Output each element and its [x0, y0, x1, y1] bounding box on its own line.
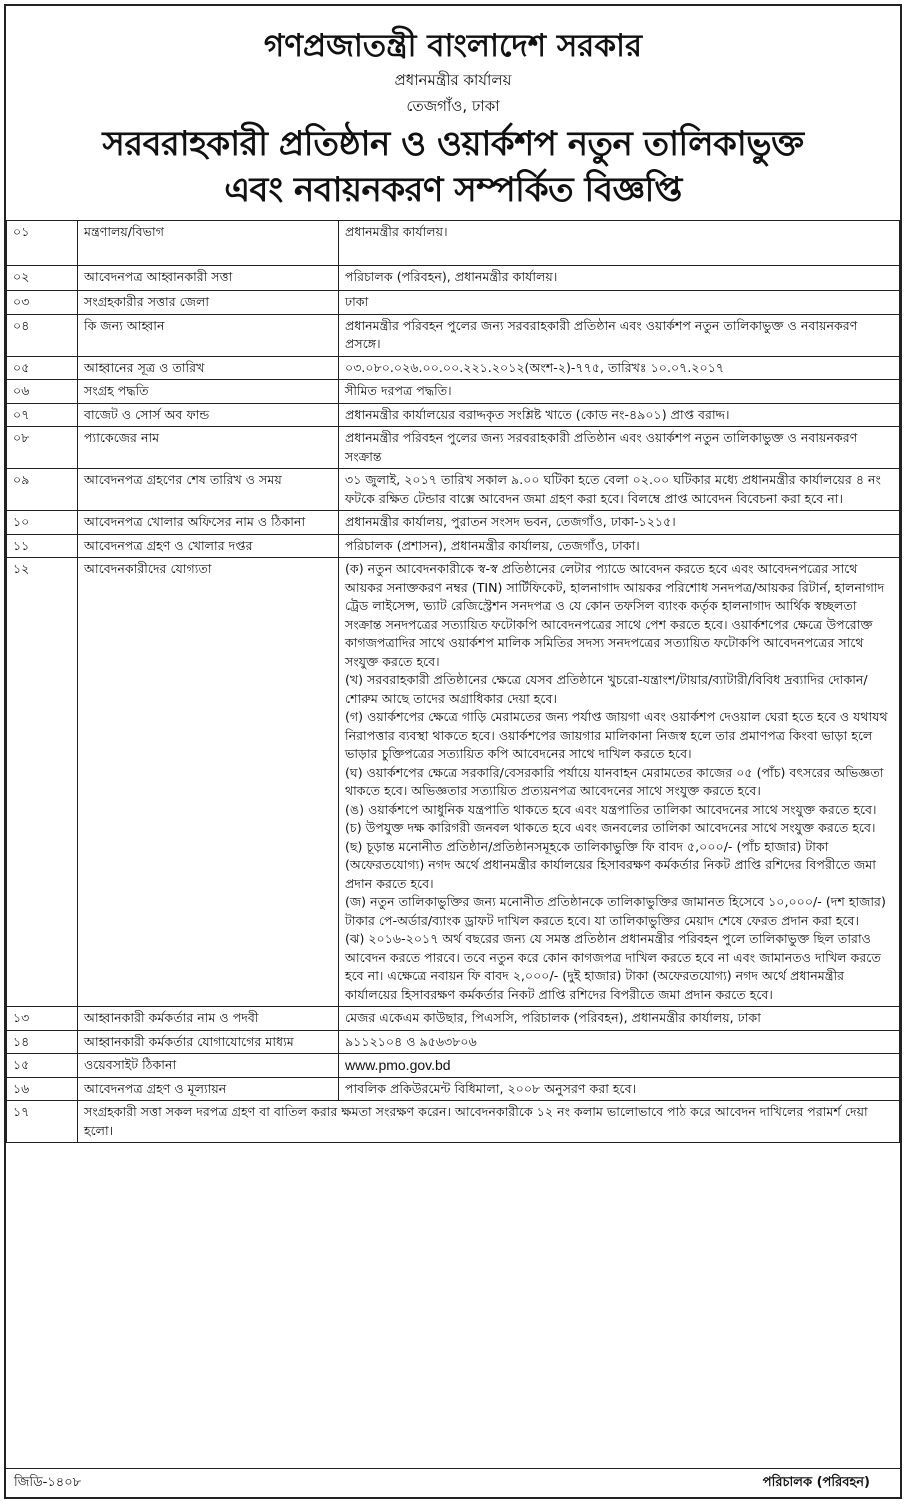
website-link[interactable]: www.pmo.gov.bd — [339, 1054, 900, 1078]
row-value: ৩১ জুলাই, ২০১৭ তারিখ সকাল ৯.০০ ঘটিকা হতে বেলা ০২.০০ ঘটিকার মধ্যে প্রধানমন্ত্রীর কার্যালয়ের ৪ নং ফটকে রক্ষিত টেন্ডার বাক্সে আবেদন জমা গ্রহণ করা হবে। বিলম্বে প্রাপ্ত আবেদন বিবেচনা করা হবে না। — [339, 469, 900, 511]
row-number: ০৩ — [7, 291, 78, 315]
qualification-cha: (চ) উপযুক্ত দক্ষ কারিগরী জনবল থাকতে হবে এবং জনবলের তালিকা আবেদনের সাথে সংযুক্ত করতে হবে। — [345, 820, 876, 835]
table-row — [7, 469, 900, 511]
row-label: আহ্বানকারী কর্মকর্তার নাম ও পদবী — [78, 1007, 339, 1031]
qualification-ka: (ক) নতুন আবেদনকারীকে স্ব-স্ব প্রতিষ্ঠানের লেটার প্যাডে আবেদন করতে হবে এবং আবেদনপত্রের সাথে আয়কর সনাক্তকরণ নম্বর (TIN) সার্টিফিকেট, হালনাগাদ আয়কর পরিশোধ সনদপত্র/আয়কর রিটার্ন, হালনাগাদ ট্রেড লাইসেন্স, ভ্যাট রেজিস্ট্রেশন সনদপত্র ও যে কোন তফসিল ব্যাংক কর্তৃক হালনাগাদ আর্থিক স্বচ্ছলতা সংক্রান্ত সনদপত্রের সত্যায়িত ফটোকপি আবেদনপত্রের সাথে পেশ করতে হবে। ওয়ার্কশপের ক্ষেত্রে উপরোক্ত কাগজপত্রাদির সাথে ওয়ার্কশপ মালিক সমিতির সদস্য সনদপত্রের সত্যায়িত ফটোকপি আবেদনপত্রের সাথে সংযুক্ত করতে হবে। — [345, 561, 885, 669]
row-number: ১৪ — [7, 1030, 78, 1054]
row-label: সংগ্রহকারীর সত্তার জেলা — [78, 291, 339, 315]
row-value: সীমিত দরপত্র পদ্ধতি। — [339, 380, 900, 404]
row-label: বাজেট ও সোর্স অব ফান্ড — [78, 403, 339, 427]
table-row — [7, 1030, 900, 1054]
notice-code: জিডি-১৪০৮ — [14, 1475, 82, 1490]
row-number: ১১ — [7, 534, 78, 558]
row-number: ০৪ — [7, 314, 78, 356]
row-label: আবেদনপত্র গ্রহণের শেষ তারিখ ও সময় — [78, 469, 339, 511]
row-label: আহ্বানের সূত্র ও তারিখ — [78, 356, 339, 380]
row-value: পরিচালক (প্রশাসন), প্রধানমন্ত্রীর কার্যালয়, তেজগাঁও, ঢাকা। — [339, 534, 900, 558]
row-number: ০২ — [7, 266, 78, 291]
qualification-chha: (ছ) চূড়ান্ত মনোনীত প্রতিষ্ঠান/প্রতিষ্ঠানসমূহকে তালিকাভুক্তি ফি বাবদ ৫,০০০/- (পাঁচ হাজার) টাকা (অফেরতযোগ্য) নগদ অর্থে প্রধানমন্ত্রীর কার্যালয়ের হিসাবরক্ষণ কর্মকর্তার নিকট প্রাপ্তি রশিদের বিপরীতে জমা প্রদান করতে হবে। — [345, 838, 876, 891]
table-row — [7, 534, 900, 558]
row-number: ১০ — [7, 511, 78, 535]
notice-table — [6, 220, 900, 1143]
row-value: প্রধানমন্ত্রীর পরিবহন পুলের জন্য সরবরাহকারী প্রতিষ্ঠান এবং ওয়ার্কশপ নতুন তালিকাভুক্ত ও নবায়নকরণ সংক্রান্ত — [339, 427, 900, 469]
qualification-kha: (খ) সরবরাহকারী প্রতিষ্ঠানের ক্ষেত্রে যেসব প্রতিষ্ঠানে খুচরো-যন্ত্রাংশ/টায়ার/ব্যাটারী/বিবিধ দ্রব্যাদির দোকান/শোরুম আছে তাদের অগ্রাধিকার দেয়া হবে। — [345, 672, 868, 706]
table-row — [7, 356, 900, 380]
row-value: মেজর একেএম কাউছার, পিএসসি, পরিচালক (পরিবহন), প্রধানমন্ত্রীর কার্যালয়, ঢাকা — [339, 1007, 900, 1031]
row-label: আবেদনপত্র গ্রহণ ও খোলার দপ্তর — [78, 534, 339, 558]
row-number: ১৩ — [7, 1007, 78, 1031]
qualification-jha: (ঝ) ২০১৬-২০১৭ অর্থ বছরের জন্য যে সমস্ত প্রতিষ্ঠান প্রধানমন্ত্রীর পরিবহন পুলে তালিকাভুক্ত ছিল তারাও আবেদন করতে পারবে। তবে নতুন করে কোন কাগজপত্র দাখিল করতে হবে না এবং জামানতও দাখিল করতে হবে না। এক্ষেত্রে নবায়ন ফি বাবদ ২,০০০/- (দুই হাজার) টাকা (অফেরতযোগ্য) নগদ অর্থে প্রধানমন্ত্রীর কার্যালয়ের হিসাবরক্ষণ কর্মকর্তার নিকট প্রাপ্তি রশিদের বিপরীতে জমা প্রদান করতে হবে। — [345, 931, 881, 1002]
row-number: ০১ — [7, 221, 78, 266]
table-row — [7, 427, 900, 469]
table-row — [7, 1007, 900, 1031]
office-name: প্রধানমন্ত্রীর কার্যালয় — [394, 71, 512, 89]
row-value: প্রধানমন্ত্রীর কার্যালয়ের বরাদ্দকৃত সংশ্লিষ্ট খাতে (কোড নং-৪৯০১) প্রাপ্ত বরাদ্দ। — [339, 403, 900, 427]
row-label: আবেদনকারীদের যোগ্যতা — [78, 558, 339, 1007]
row-value: প্রধানমন্ত্রীর পরিবহন পুলের জন্য সরবরাহকারী প্রতিষ্ঠান এবং ওয়ার্কশপ নতুন তালিকাভুক্ত ও নবায়নকরণ প্রসঙ্গে। — [339, 314, 900, 356]
row-number: ০৬ — [7, 380, 78, 404]
table-row — [7, 221, 900, 266]
table-row — [7, 314, 900, 356]
qualification-gha: (ঘ) ওয়ার্কশপের ক্ষেত্রে সরকারি/বেসরকারি পর্যায়ে যানবাহন মেরামতের কাজের ০৫ (পাঁচ) বৎসরের অভিজ্ঞতা থাকতে হবে। অভিজ্ঞতার সত্যায়িত প্রত্যয়নপত্র আবেদনের সাথে সংযুক্ত করতে হবে। — [345, 764, 884, 798]
table-row — [7, 511, 900, 535]
qualification-ga: (গ) ওয়ার্কশপের ক্ষেত্রে গাড়ি মেরামতের জন্য পর্যাপ্ত জায়গা এবং ওয়ার্কশপ দেওয়াল ঘেরা হতে হবে ও যথাযথ নিরাপত্তার ব্যবস্থা থাকতে হবে। ওয়ার্কশপের জায়গার মালিকানা নিজস্ব হলে তার প্রমাণপত্র কিংবা ভাড়া হলে ভাড়ার চুক্তিপত্রের সত্যায়িত কপি আবেদনের সাথে দাখিল করতে হবে। — [345, 709, 888, 761]
table-row — [7, 266, 900, 291]
row-value: পাবলিক প্রকিউরমেন্ট বিধিমালা, ২০০৮ অনুসরণ করা হবে। — [339, 1077, 900, 1101]
row-value: ঢাকা — [339, 291, 900, 315]
row-label: আবেদনপত্র খোলার অফিসের নাম ও ঠিকানা — [78, 511, 339, 535]
qualification-uma: (ঙ) ওয়ার্কশপে আধুনিক যন্ত্রপাতি থাকতে হবে এবং যন্ত্রপাতির তালিকা আবেদনের সাথে সংযুক্ত করতে হবে। — [345, 801, 877, 817]
table-row — [7, 1054, 900, 1078]
government-title: গণপ্রজাতন্ত্রী বাংলাদেশ সরকার — [263, 28, 643, 64]
signatory: পরিচালক (পরিবহন) — [762, 1475, 870, 1490]
footer-divider — [6, 1468, 900, 1469]
row-number: ০৭ — [7, 403, 78, 427]
row-label: আবেদনপত্র গ্রহণ ও মূল্যায়ন — [78, 1077, 339, 1101]
row-value: প্রধানমন্ত্রীর কার্যালয়। — [339, 221, 900, 266]
row-number: ০৫ — [7, 356, 78, 380]
table-row — [7, 1077, 900, 1101]
notice-title-line1: সরবরাহকারী প্রতিষ্ঠান ও ওয়ার্কশপ নতুন তালিকাভুক্ত — [102, 124, 804, 164]
row-label: সংগ্রহ পদ্ধতি — [78, 380, 339, 404]
qualification-ja: (জ) নতুন তালিকাভুক্তির জন্য মনোনীত প্রতিষ্ঠানকে তালিকাভুক্তির জামানত হিসেবে ১০,০০০/- (দশ হাজার) টাকার পে-অর্ডার/ব্যাংক ড্রাফট দাখিল করতে হবে। যা তালিকাভুক্তির মেয়াদ শেষে ফেরত প্রদান করা হবে। — [345, 894, 886, 928]
row-number: ১৭ — [7, 1101, 78, 1143]
row-label: প্যাকেজের নাম — [78, 427, 339, 469]
row-label: আবেদনপত্র আহ্বানকারী সত্তা — [78, 266, 339, 291]
table-row — [7, 1101, 900, 1143]
row-label: আহ্বানকারী কর্মকর্তার যোগাযোগের মাধ্যম — [78, 1030, 339, 1054]
office-location: তেজগাঁও, ঢাকা — [406, 97, 500, 115]
row-value: ০৩.০৮০.০২৬.০০.০০.২২১.২০১২(অংশ-২)-৭৭৫, তারিখঃ ১০.০৭.২০১৭ — [339, 356, 900, 380]
table-row-qualifications — [7, 558, 900, 1007]
notice-title-line2: এবং নবায়নকরণ সম্পর্কিত বিজ্ঞপ্তি — [224, 170, 682, 210]
row-number: ১৫ — [7, 1054, 78, 1078]
notice-page — [4, 4, 902, 1499]
row-label: মন্ত্রণালয়/বিভাগ — [78, 221, 339, 266]
table-row — [7, 380, 900, 404]
row-value: সংগ্রহকারী সত্তা সকল দরপত্র গ্রহণ বা বাতিল করার ক্ষমতা সংরক্ষণ করেন। আবেদনকারীকে ১২ নং কলাম ভালোভাবে পাঠ করে আবেদন দাখিলের পরামর্শ দেয়া হলো। — [78, 1101, 900, 1143]
row-value: ৯১১২১০৪ ও ৯৫৬৩৮০৬ — [339, 1030, 900, 1054]
row-value: পরিচালক (পরিবহন), প্রধানমন্ত্রীর কার্যালয়। — [339, 266, 900, 291]
row-number: ১২ — [7, 558, 78, 1007]
row-number: ১৬ — [7, 1077, 78, 1101]
row-number: ০৮ — [7, 427, 78, 469]
table-row — [7, 291, 900, 315]
row-label: কি জন্য আহ্বান — [78, 314, 339, 356]
row-value: প্রধানমন্ত্রীর কার্যালয়, পুরাতন সংসদ ভবন, তেজগাঁও, ঢাকা-১২১৫। — [339, 511, 900, 535]
row-label: ওয়েবসাইট ঠিকানা — [78, 1054, 339, 1078]
notice-header — [6, 28, 900, 210]
notice-footer — [6, 1471, 900, 1493]
qualifications-list — [339, 558, 900, 1007]
row-number: ০৯ — [7, 469, 78, 511]
table-row — [7, 403, 900, 427]
